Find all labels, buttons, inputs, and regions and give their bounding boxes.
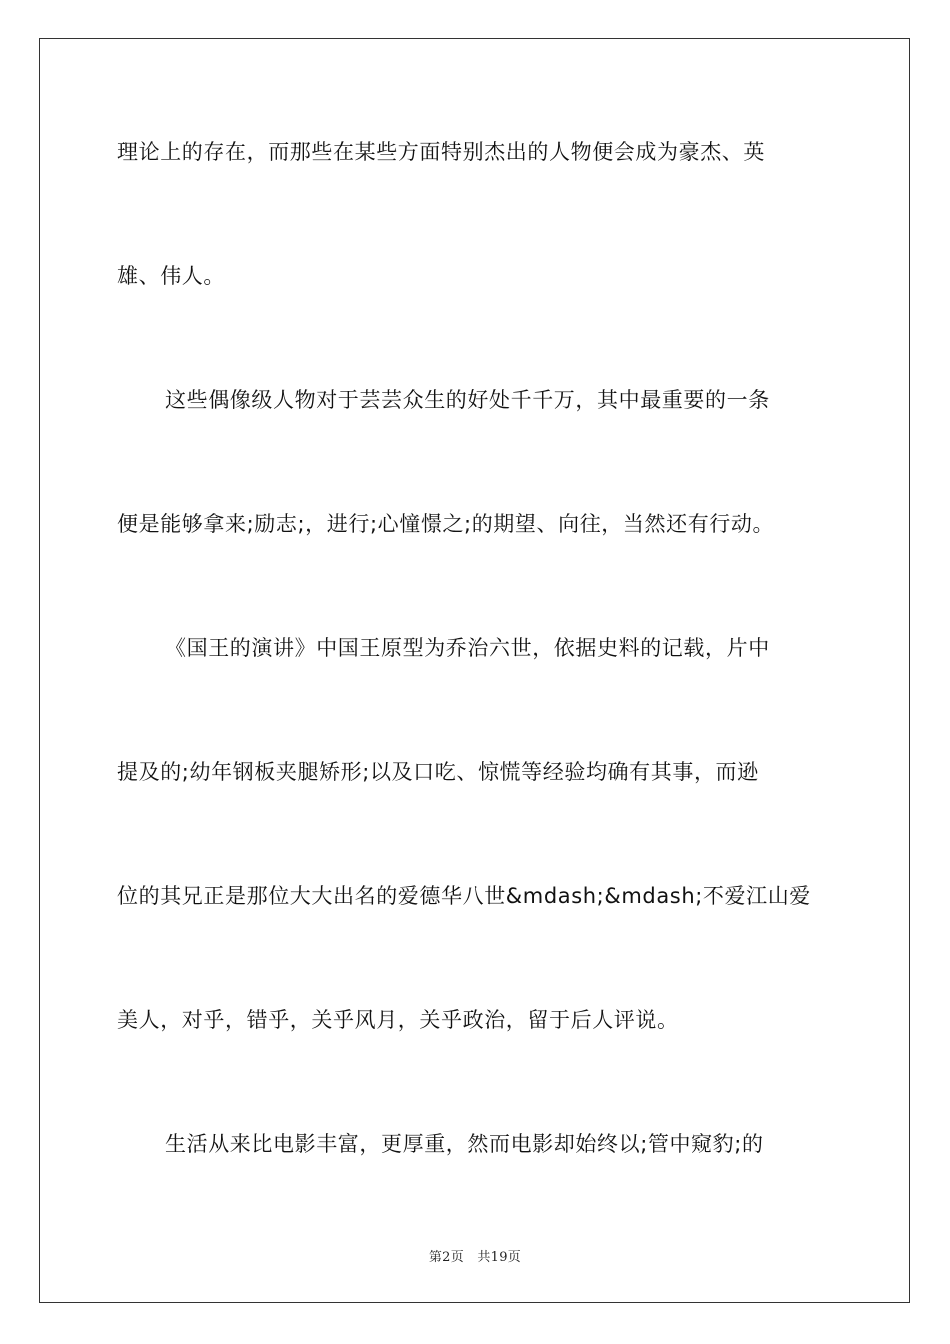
text-line: 美人，对乎，错乎，关乎风月，关乎政治，留于后人评说。 (117, 1008, 679, 1032)
text-line: 理论上的存在，而那些在某些方面特别杰出的人物便会成为豪杰、英 (117, 140, 765, 164)
paragraph-start-line: 生活从来比电影丰富，更厚重，然而电影却始终以;管中窥豹;的 (165, 1132, 764, 1156)
page-footer (0, 1246, 950, 1265)
text-line: 提及的;幼年钢板夹腿矫形;以及口吃、惊慌等经验均确有其事，而逊 (117, 760, 759, 784)
page-number: 第2页 (428, 1250, 465, 1265)
paragraph-start-line: 这些偶像级人物对于芸芸众生的好处千千万，其中最重要的一条 (165, 388, 770, 412)
text-line: 位的其兄正是那位大大出名的爱德华八世&mdash;&mdash;不爱江山爱 (117, 884, 811, 908)
page-total: 共19页 (477, 1250, 522, 1265)
text-line: 雄、伟人。 (117, 264, 225, 288)
text-line: 便是能够拿来;励志;，进行;心憧憬之;的期望、向往，当然还有行动。 (117, 512, 775, 536)
paragraph-start-line: 《国王的演讲》中国王原型为乔治六世，依据史料的记载，片中 (165, 636, 770, 660)
document-body (117, 127, 837, 1243)
